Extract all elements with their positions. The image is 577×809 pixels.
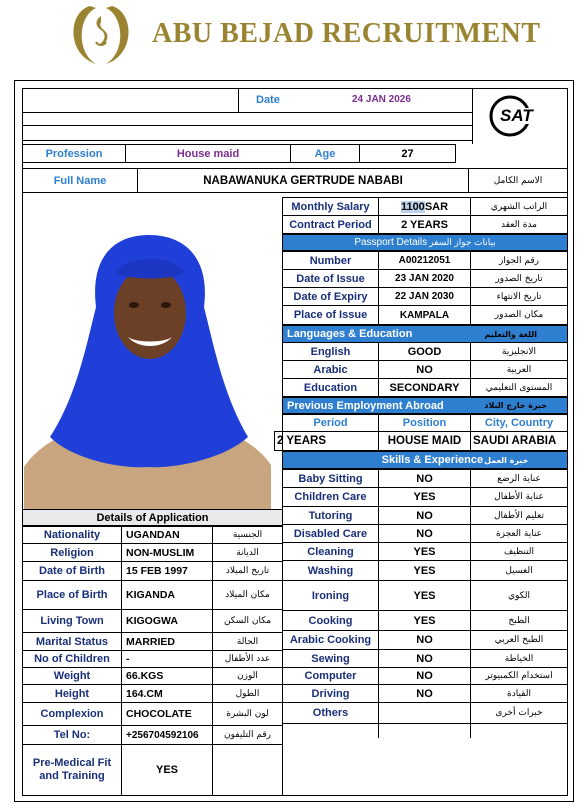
- religion-value: NON-MUSLIM: [121, 543, 213, 562]
- arabic-cooking-ar: الطبخ العربي: [470, 630, 568, 650]
- employment-position-header: Position: [378, 414, 471, 432]
- cooking-ar: الطبخ: [470, 610, 568, 631]
- tel-no-label: Tel No:: [22, 725, 122, 745]
- passport-number-label: Number: [282, 251, 379, 270]
- english-ar: الانجليزية: [470, 342, 568, 361]
- baby-sitting-ar: عناية الرضع: [470, 469, 568, 488]
- employment-period-value: 2 YEARS: [274, 431, 379, 451]
- washing-label: Washing: [282, 560, 379, 581]
- full-name-label: Full Name: [22, 168, 138, 193]
- education-label: Education: [282, 378, 379, 397]
- education-ar: المستوى التعليمي: [470, 378, 568, 397]
- sewing-value: NO: [378, 649, 471, 668]
- no-of-children-value: -: [121, 650, 213, 668]
- nationality-label: Nationality: [22, 526, 122, 544]
- children-care-label: Children Care: [282, 487, 379, 507]
- candidate-photo: [24, 197, 271, 509]
- children-care-ar: عناية الأطفال: [470, 487, 568, 507]
- contract-period-ar: مدة العقد: [470, 215, 568, 234]
- brand-name: ABU BEJAD RECRUITMENT: [152, 18, 541, 49]
- tutoring-label: Tutoring: [282, 506, 379, 525]
- driving-label: Driving: [282, 684, 379, 703]
- disabled-care-label: Disabled Care: [282, 524, 379, 543]
- passport-number-value: A00212051: [378, 251, 471, 270]
- salary-amount: 1100: [400, 200, 425, 213]
- date-of-birth-label: Date of Birth: [22, 561, 122, 581]
- weight-value: 66.KGS: [121, 667, 213, 685]
- children-care-value: YES: [378, 487, 471, 507]
- cooking-value: YES: [378, 610, 471, 631]
- ironing-ar: الكوي: [470, 580, 568, 611]
- employment-country-header: City, Country: [470, 414, 568, 432]
- age-value: 27: [359, 144, 456, 163]
- nationality-ar: الجنسية: [212, 526, 283, 544]
- religion-label: Religion: [22, 543, 122, 562]
- washing-ar: الغسيل: [470, 560, 568, 581]
- religion-ar: الديانة: [212, 543, 283, 562]
- arabic-label: Arabic: [282, 360, 379, 379]
- arabic-value: NO: [378, 360, 471, 379]
- cleaning-label: Cleaning: [282, 542, 379, 561]
- living-town-value: KIGOGWA: [121, 609, 213, 633]
- salary-currency: SAR: [424, 200, 449, 213]
- full-name-ar: الاسم الكامل: [468, 168, 568, 193]
- arabic-cooking-label: Arabic Cooking: [282, 630, 379, 650]
- pre-medical-fit-and-training-label: Pre-Medical Fit and Training: [22, 744, 122, 796]
- disabled-care-ar: عناية العجزة: [470, 524, 568, 543]
- passport-issue-ar: تاريخ الصدور: [470, 269, 568, 288]
- passport-expiry-value: 22 JAN 2030: [378, 287, 471, 306]
- marital-status-ar: الحالة: [212, 632, 283, 651]
- marital-status-label: Marital Status: [22, 632, 122, 651]
- languages-header-en: Languages & Education: [287, 328, 413, 340]
- employment-header-en: Previous Employment Abroad: [287, 399, 444, 412]
- nationality-value: UGANDAN: [121, 526, 213, 544]
- baby-sitting-value: NO: [378, 469, 471, 488]
- passport-issue-label: Date of Issue: [282, 269, 379, 288]
- others-ar: خبرات أخرى: [470, 702, 568, 724]
- height-label: Height: [22, 684, 122, 703]
- english-value: GOOD: [378, 342, 471, 361]
- languages-section-header: [282, 325, 568, 343]
- disabled-care-value: NO: [378, 524, 471, 543]
- computer-label: Computer: [282, 667, 379, 685]
- date-label: Date: [256, 94, 280, 106]
- passport-number-ar: رقم الجواز: [470, 251, 568, 270]
- skills-header-en: Skills & Experience: [381, 454, 484, 466]
- full-name-value: NABAWANUKA GERTRUDE NABABI: [137, 168, 469, 193]
- employment-position-value: HOUSE MAID: [378, 431, 471, 451]
- age-label: Age: [290, 144, 360, 163]
- computer-value: NO: [378, 667, 471, 685]
- passport-header-ar: بيانات جواز السفر: [429, 237, 496, 247]
- complexion-value: CHOCOLATE: [121, 702, 213, 726]
- employment-country-value: SAUDI ARABIA: [470, 431, 568, 451]
- contract-period-value: 2 YEARS: [378, 215, 471, 234]
- passport-issue-value: 23 JAN 2020: [378, 269, 471, 288]
- profession-label: Profession: [22, 144, 126, 163]
- brand-logo: [62, 2, 140, 68]
- sewing-ar: الخياطة: [470, 649, 568, 668]
- date-of-birth-ar: تاريخ الميلاد: [212, 561, 283, 581]
- cleaning-ar: التنظيف: [470, 542, 568, 561]
- date-of-birth-value: 15 FEB 1997: [121, 561, 213, 581]
- driving-value: NO: [378, 684, 471, 703]
- marital-status-value: MARRIED: [121, 632, 213, 651]
- height-value: 164.CM: [121, 684, 213, 703]
- agency-logo: [478, 93, 548, 139]
- others-value: [378, 702, 471, 724]
- cooking-label: Cooking: [282, 610, 379, 631]
- place-of-birth-label: Place of Birth: [22, 580, 122, 610]
- no-of-children-ar: عدد الأطفال: [212, 650, 283, 668]
- passport-place-value: KAMPALA: [378, 305, 471, 325]
- tutoring-ar: تعليم الأطفال: [470, 506, 568, 525]
- arabic-ar: العربية: [470, 360, 568, 379]
- monthly-salary-label: Monthly Salary: [282, 197, 379, 216]
- place-of-birth-ar: مكان الميلاد: [212, 580, 283, 610]
- cleaning-value: YES: [378, 542, 471, 561]
- passport-expiry-label: Date of Expiry: [282, 287, 379, 306]
- computer-ar: استخدام الكمبيوتر: [470, 667, 568, 685]
- ironing-value: YES: [378, 580, 471, 611]
- monthly-salary-ar: الراتب الشهري: [470, 197, 568, 216]
- skills-section-header: [282, 451, 568, 469]
- passport-section-header: [282, 234, 568, 251]
- tel-no-value: +256704592106: [121, 725, 213, 745]
- sewing-label: Sewing: [282, 649, 379, 668]
- passport-place-label: Place of Issue: [282, 305, 379, 325]
- monthly-salary-value: [378, 197, 471, 216]
- skills-header-ar: خبرة العمل: [484, 455, 529, 465]
- english-label: English: [282, 342, 379, 361]
- agency-logo-text: SAT: [500, 106, 533, 125]
- employment-header-ar: خبرة خارج البلاد: [484, 401, 547, 410]
- education-value: SECONDARY: [378, 378, 471, 397]
- place-of-birth-value: KIGANDA: [121, 580, 213, 610]
- pre-medical-fit-and-training-value: YES: [121, 744, 213, 796]
- employment-period-header: Period: [282, 414, 379, 432]
- complexion-ar: لون البشرة: [212, 702, 283, 726]
- living-town-ar: مكان السكن: [212, 609, 283, 633]
- languages-header-ar: اللغة والتعليم: [484, 329, 537, 339]
- tutoring-value: NO: [378, 506, 471, 525]
- pre-medical-fit-and-training-ar: [212, 744, 283, 796]
- profession-value: House maid: [125, 144, 291, 163]
- employment-section-header: [282, 397, 568, 414]
- passport-header-en: Passport Details: [354, 237, 428, 248]
- tel-no-ar: رقم التليفون: [212, 725, 283, 745]
- passport-place-ar: مكان الصدور: [470, 305, 568, 325]
- complexion-label: Complexion: [22, 702, 122, 726]
- weight-label: Weight: [22, 667, 122, 685]
- arabic-cooking-value: NO: [378, 630, 471, 650]
- contract-period-label: Contract Period: [282, 215, 379, 234]
- ironing-label: Ironing: [282, 580, 379, 611]
- living-town-label: Living Town: [22, 609, 122, 633]
- application-section-header: Details of Application: [22, 509, 283, 526]
- date-value: 24 JAN 2026: [352, 94, 411, 105]
- others-label: Others: [282, 702, 379, 724]
- driving-ar: القيادة: [470, 684, 568, 703]
- height-ar: الطول: [212, 684, 283, 703]
- no-of-children-label: No of Children: [22, 650, 122, 668]
- washing-value: YES: [378, 560, 471, 581]
- weight-ar: الوزن: [212, 667, 283, 685]
- baby-sitting-label: Baby Sitting: [282, 469, 379, 488]
- passport-expiry-ar: تاريخ الانتهاء: [470, 287, 568, 306]
